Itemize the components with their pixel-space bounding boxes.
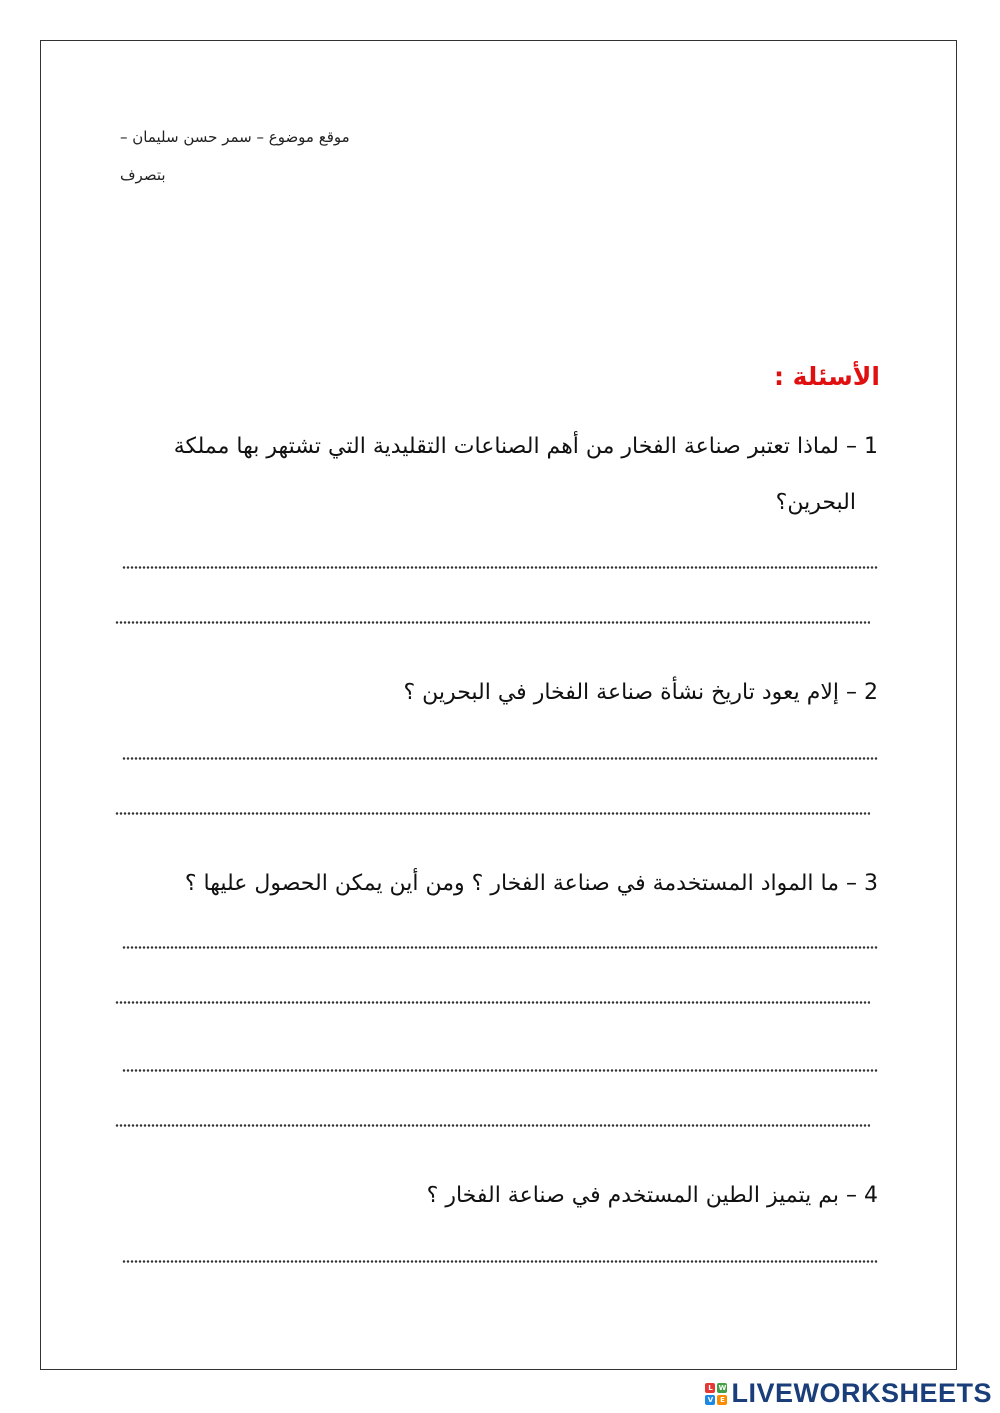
- logo-letter-e: E: [717, 1395, 727, 1405]
- question-1-line-2: البحرين؟: [775, 490, 856, 515]
- answer-line[interactable]: [115, 1001, 870, 1004]
- question-2: 2 – إلام يعود تاريخ نشأة صناعة الفخار في البحرين ؟: [403, 680, 878, 705]
- answer-line[interactable]: [122, 566, 878, 569]
- question-1-line-1: 1 – لماذا تعتبر صناعة الفخار من أهم الصناعات التقليدية التي تشتهر بها مملكة: [173, 434, 878, 459]
- liveworksheets-brand: [705, 1378, 992, 1409]
- answer-line[interactable]: [122, 757, 878, 760]
- answer-line[interactable]: [115, 621, 870, 624]
- answer-line[interactable]: [122, 1260, 878, 1263]
- source-citation-line-1: موقع موضوع – سمر حسن سليمان –: [120, 128, 350, 146]
- question-3: 3 – ما المواد المستخدمة في صناعة الفخار ؟ ومن أين يمكن الحصول عليها ؟: [184, 871, 878, 896]
- answer-line[interactable]: [122, 946, 878, 949]
- liveworksheets-logo-icon: [705, 1383, 727, 1405]
- logo-letter-v: V: [705, 1395, 715, 1405]
- liveworksheets-wordmark: LIVEWORKSHEETS: [731, 1378, 992, 1408]
- answer-line[interactable]: [115, 1124, 870, 1127]
- answer-line[interactable]: [115, 812, 870, 815]
- source-citation-line-2: بتصرف: [120, 166, 166, 184]
- logo-letter-l: L: [705, 1383, 715, 1393]
- worksheet-page-border: [40, 40, 957, 1370]
- question-4: 4 – بم يتميز الطين المستخدم في صناعة الفخار ؟: [426, 1183, 878, 1208]
- answer-line[interactable]: [122, 1069, 878, 1072]
- logo-letter-w: W: [718, 1383, 727, 1392]
- questions-heading: الأسئلة :: [773, 362, 880, 391]
